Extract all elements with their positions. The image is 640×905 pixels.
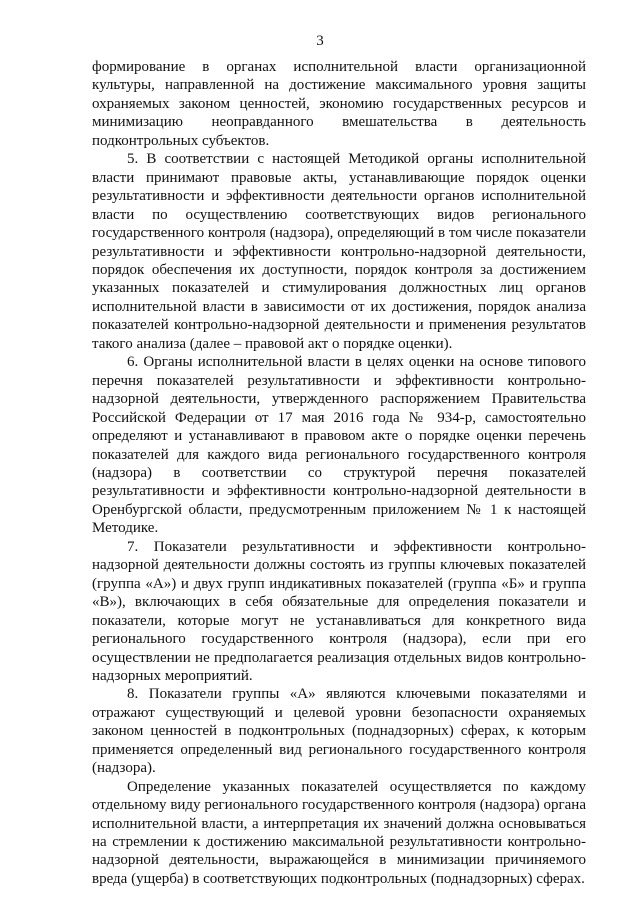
paragraph-continuation: формирование в органах исполнительной власти организационной культуры, направленной на достижение максимального уровня защиты охраняемых законом ценностей, экономию государственных ресурсов и минимизацию неоправданного вмешательства в деятельность подконтрольных субъектов. [92, 59, 586, 149]
paragraph-item-8-continuation: Определение указанных показателей осуществляется по каждому отдельному виду регионального государственного контроля (надзора) органа исполнительной власти, а интерпретация их значений должна основываться на стремлении к достижению максимальной результативности контрольно-надзорной деятельности, выражающейся в минимизации причиняемого вреда (ущерба) в соответствующих подконтрольных (поднадзорных) сферах. [92, 778, 586, 887]
paragraph-item-7: 7. Показатели результативности и эффективности контрольно-надзорной деятельности должны состоять из группы ключевых показателей (группа «А») и двух групп индикативных показателей (группа «Б» и группа «В»), включающих в себя обязательные для определения показатели и показатели, которые могут не устанавливаться для конкретного вида регионального государственного контроля (надзора), если при его осуществлении не предполагается реализация отдельных видов контрольно-надзорных мероприятий. [92, 538, 586, 684]
paragraph-item-6: 6. Органы исполнительной власти в целях оценки на основе типового перечня показателей результативности и эффективности контрольно-надзорной деятельности, утвержденного распоряжением Правительства Российской Федерации от 17 мая 2016 года № 934-р, самостоятельно определяют и устанавливают в правовом акте о порядке оценки перечень показателей для каждого вида регионального государственного контроля (надзора) в соответствии со структурой перечня показателей результативности и эффективности контрольно-надзорной деятельности в Оренбургской области, предусмотренным приложением № 1 к настоящей Методике. [92, 354, 586, 537]
page-number: 3 [316, 33, 324, 49]
paragraph-item-8: 8. Показатели группы «А» являются ключевыми показателями и отражают существующий и целевой уровни безопасности охраняемых законом ценностей в подконтрольных (поднадзорных) сферах, к которым применяется определенный вид регионального государственного контроля (надзора). [92, 686, 586, 777]
paragraph-item-5: 5. В соответствии с настоящей Методикой органы исполнительной власти принимают правовые акты, устанавливающие порядок оценки результативности и эффективности деятельности органов исполнительной власти по осуществлению соответствующих видов регионального государственного контроля (надзора), определяющий в том числе показатели результативности и эффективности контрольно-надзорной деятельности, порядок обеспечения их доступности, порядок контроля за достижением указанных показателей и стимулирования должностных лиц органов исполнительной власти в зависимости от их достижения, порядок анализа показателей контрольно-надзорной деятельности и применения результатов такого анализа (далее – правовой акт о порядке оценки). [92, 151, 586, 352]
document-body [92, 58, 586, 888]
